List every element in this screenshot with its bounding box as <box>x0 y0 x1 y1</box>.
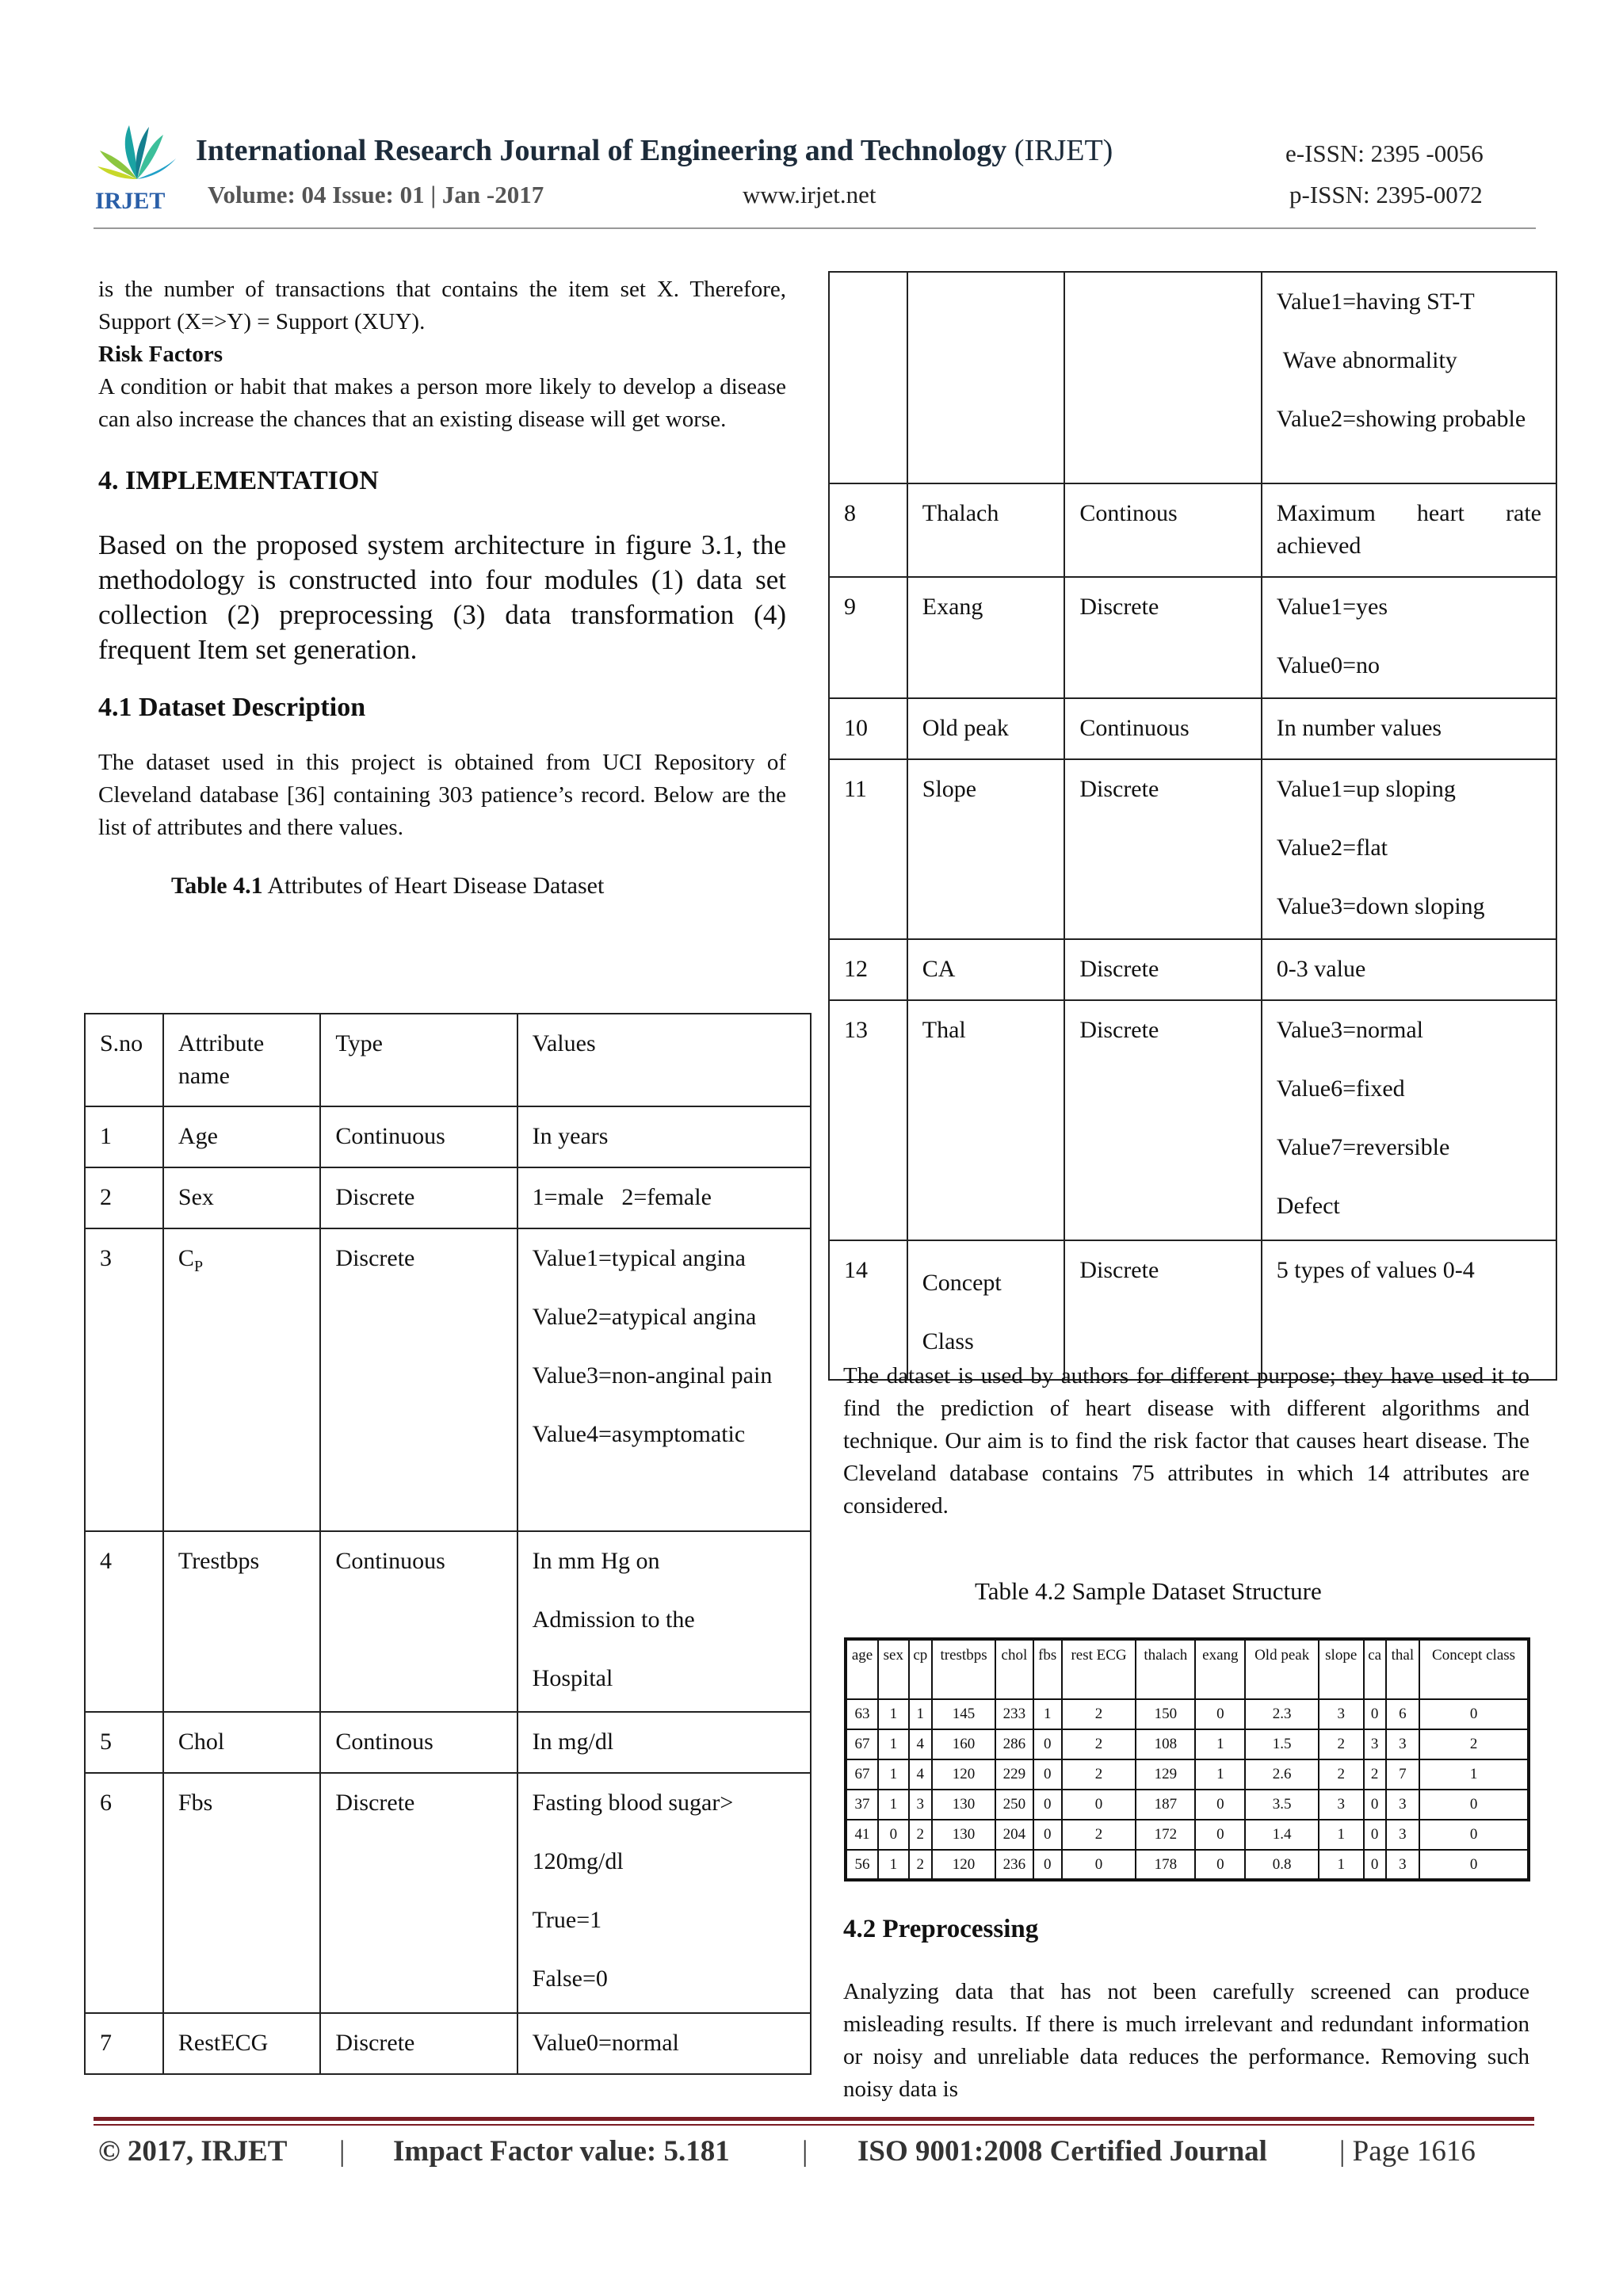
table41-caption-text: Attributes of Heart Disease Dataset <box>262 873 605 899</box>
table42-header-cell: slope <box>1319 1639 1364 1699</box>
value-line: Value1=typical angina <box>532 1245 746 1271</box>
cell-type: Continuous <box>1064 698 1261 759</box>
table-row <box>85 1773 811 2013</box>
value-line: 0-3 value <box>1276 956 1366 982</box>
cell-sno <box>829 272 907 483</box>
header-divider <box>94 227 1536 229</box>
table42-cell: 286 <box>995 1729 1033 1759</box>
table41-left <box>84 1013 812 2075</box>
table42-cell: 2 <box>1062 1729 1136 1759</box>
table42-cell: 0 <box>1033 1790 1062 1820</box>
value-line: Value1=up sloping <box>1276 776 1456 802</box>
value-line: Value7=reversible <box>1276 1134 1450 1160</box>
cell-values <box>1262 698 1556 759</box>
table-row <box>829 483 1556 577</box>
table42-cell: 233 <box>995 1699 1033 1729</box>
value-line: True=1 <box>532 1907 602 1933</box>
table42-cell: 6 <box>1386 1699 1419 1729</box>
table42-cell: 37 <box>846 1790 878 1820</box>
cell-attribute: Age <box>163 1106 321 1167</box>
table42-cell: 2 <box>1419 1729 1529 1759</box>
table42-cell: 3 <box>1386 1790 1419 1820</box>
table-row <box>85 1167 811 1228</box>
cell-type: Discrete <box>320 1228 517 1531</box>
cell-sno: 9 <box>829 577 907 698</box>
table-row <box>846 1850 1529 1880</box>
cell-attribute: Thalach <box>907 483 1065 577</box>
table42-cell: 204 <box>995 1820 1033 1850</box>
table-row <box>846 1729 1529 1759</box>
table41-caption <box>98 873 786 900</box>
table-row <box>829 1240 1556 1380</box>
table42-header-cell: chol <box>995 1639 1033 1699</box>
footer-iso: ISO 9001:2008 Certified Journal <box>857 2135 1267 2168</box>
cell-attribute: Old peak <box>907 698 1065 759</box>
cell-values <box>1262 483 1556 577</box>
journal-name: International Research Journal of Engineering and Technology <box>196 134 1007 167</box>
table42-cell: 1 <box>909 1699 932 1729</box>
value-line: Admission to the <box>532 1606 695 1633</box>
cell-type: Discrete <box>1064 1000 1261 1240</box>
table42-header-cell: rest ECG <box>1062 1639 1136 1699</box>
table42-cell: 1 <box>1033 1699 1062 1729</box>
table42-cell: 130 <box>932 1790 995 1820</box>
cell-type: Continous <box>1064 483 1261 577</box>
cell-sno: 8 <box>829 483 907 577</box>
cp-subscript: P <box>193 1258 204 1275</box>
cell-sno: 2 <box>85 1167 163 1228</box>
table42-cell: 120 <box>932 1850 995 1880</box>
table-row <box>829 577 1556 698</box>
value-line: In mg/dl <box>532 1729 614 1755</box>
cell-type: Discrete <box>1064 577 1261 698</box>
table42-cell: 0 <box>1062 1850 1136 1880</box>
table-row <box>829 759 1556 939</box>
value-line: Maximum heart rate achieved <box>1276 500 1541 559</box>
risk-factors-heading: Risk Factors <box>98 342 223 367</box>
cell-type: Continuous <box>320 1531 517 1712</box>
table42-header-cell: ca <box>1364 1639 1386 1699</box>
value-line: Value3=normal <box>1276 1017 1423 1043</box>
table42-sample-dataset <box>844 1637 1530 1881</box>
cell-attribute: Slope <box>907 759 1065 939</box>
table42-cell: 0 <box>1033 1850 1062 1880</box>
left-column <box>98 273 786 900</box>
table42-caption: Table 4.2 Sample Dataset Structure <box>975 1577 1322 1605</box>
table41-header: Type <box>320 1014 517 1106</box>
table42-cell: 0 <box>1419 1820 1529 1850</box>
table42-cell: 63 <box>846 1699 878 1729</box>
cell-attribute: RestECG <box>163 2013 321 2074</box>
table42-cell: 3 <box>909 1790 932 1820</box>
cell-attribute <box>907 1240 1065 1380</box>
table42-cell: 3.5 <box>1245 1790 1318 1820</box>
table-row <box>85 1228 811 1531</box>
cell-sno: 4 <box>85 1531 163 1712</box>
table42-cell: 178 <box>1136 1850 1195 1880</box>
value-line: 120mg/dl <box>532 1848 624 1874</box>
value-line: Value2=flat <box>1276 835 1388 861</box>
cell-values <box>517 1531 811 1712</box>
table41-header: Values <box>517 1014 811 1106</box>
table42-header-cell: sex <box>878 1639 909 1699</box>
table42-cell: 2 <box>1319 1729 1364 1759</box>
cell-values <box>1262 939 1556 1000</box>
table42-cell: 67 <box>846 1729 878 1759</box>
table42-cell: 2 <box>1062 1699 1136 1729</box>
table42-header-cell: trestbps <box>932 1639 995 1699</box>
eissn: e-ISSN: 2395 -0056 <box>1285 139 1484 167</box>
table-row <box>846 1790 1529 1820</box>
table42-cell: 150 <box>1136 1699 1195 1729</box>
table42-cell: 0 <box>1195 1790 1245 1820</box>
preprocessing-text-block <box>843 1976 1529 2106</box>
table-row <box>85 1712 811 1773</box>
table42-cell: 0 <box>1419 1699 1529 1729</box>
cell-type: Discrete <box>320 1167 517 1228</box>
table42-cell: 0 <box>1033 1729 1062 1759</box>
table42-cell: 0 <box>1195 1850 1245 1880</box>
table42-cell: 41 <box>846 1820 878 1850</box>
table42-cell: 4 <box>909 1729 932 1759</box>
cell-values <box>1262 272 1556 483</box>
table42-cell: 2.3 <box>1245 1699 1318 1729</box>
table42-cell: 120 <box>932 1759 995 1790</box>
table42-cell: 0 <box>1062 1790 1136 1820</box>
cell-type: Continuous <box>320 1106 517 1167</box>
table42-cell: 0 <box>1364 1850 1386 1880</box>
cell-values <box>1262 577 1556 698</box>
table42-cell: 3 <box>1364 1729 1386 1759</box>
table42-cell: 1 <box>878 1790 909 1820</box>
table42-cell: 7 <box>1386 1759 1419 1790</box>
value-line: Value1=having ST-T <box>1276 288 1475 315</box>
volume-issue: Volume: 04 Issue: 01 | Jan -2017 <box>208 181 544 208</box>
table42-cell: 250 <box>995 1790 1033 1820</box>
table42-cell: 1 <box>1319 1850 1364 1880</box>
implementation-text: Based on the proposed system architecture in figure 3.1, the methodology is constructed into four modules (1) data set collection (2) preprocessing (3) data transformation (4) frequent Item set generation. <box>98 529 786 665</box>
irjet-logo <box>94 117 181 212</box>
value-line: Value0=no <box>1276 652 1381 678</box>
cell-attribute: CA <box>907 939 1065 1000</box>
table42-cell: 1.5 <box>1245 1729 1318 1759</box>
table42-cell: 67 <box>846 1759 878 1790</box>
cell-attribute: Fbs <box>163 1773 321 2013</box>
table42-cell: 0 <box>1364 1820 1386 1850</box>
value-line: Value2=atypical angina <box>532 1304 757 1330</box>
right-column-text <box>843 1360 1529 1522</box>
table42-cell: 3 <box>1386 1729 1419 1759</box>
dataset-text: The dataset used in this project is obtained from UCI Repository of Cleveland database [36] containing 303 patience’s record. Below are the list of attributes and there values. <box>98 750 786 840</box>
table-row <box>829 698 1556 759</box>
value-line: In years <box>532 1123 609 1149</box>
table42-cell: 2 <box>1319 1759 1364 1790</box>
cell-values <box>517 1106 811 1167</box>
table42-cell: 2 <box>1062 1759 1136 1790</box>
cell-sno: 3 <box>85 1228 163 1531</box>
dataset-heading: 4.1 Dataset Description <box>98 693 366 722</box>
cell-type: Discrete <box>1064 939 1261 1000</box>
cell-type <box>1064 272 1261 483</box>
cell-type: Discrete <box>1064 1240 1261 1380</box>
preprocessing-heading: 4.2 Preprocessing <box>843 1915 1039 1943</box>
cell-sno: 5 <box>85 1712 163 1773</box>
table-row <box>829 272 1556 483</box>
cell-values <box>1262 1000 1556 1240</box>
table42-body <box>846 1699 1529 1880</box>
table42-cell: 145 <box>932 1699 995 1729</box>
table42-cell: 0 <box>1419 1790 1529 1820</box>
cell-sno: 12 <box>829 939 907 1000</box>
table42-cell: 187 <box>1136 1790 1195 1820</box>
table42-cell: 1 <box>878 1699 909 1729</box>
cell-attribute: Sex <box>163 1167 321 1228</box>
table42-cell: 4 <box>909 1759 932 1790</box>
table42-cell: 1 <box>878 1850 909 1880</box>
table42-header-cell: fbs <box>1033 1639 1062 1699</box>
value-line: Value0=normal <box>532 2030 679 2056</box>
table42-header-cell: thalach <box>1136 1639 1195 1699</box>
table42-cell: 1 <box>878 1759 909 1790</box>
risk-factors-text: A condition or habit that makes a person more likely to develop a disease can also increase the chances that an existing disease will get worse. <box>98 374 786 432</box>
cell-type: Discrete <box>320 2013 517 2074</box>
table42-cell: 1 <box>1419 1759 1529 1790</box>
cell-sno: 1 <box>85 1106 163 1167</box>
table42-cell: 1.4 <box>1245 1820 1318 1850</box>
table42-cell: 0 <box>878 1820 909 1850</box>
table42-header-row <box>846 1639 1529 1699</box>
table42-cell: 172 <box>1136 1820 1195 1850</box>
footer-separator: | <box>339 2135 346 2168</box>
table-row <box>829 1000 1556 1240</box>
table42-cell: 0 <box>1364 1790 1386 1820</box>
table42-cell: 1 <box>1195 1759 1245 1790</box>
table42-cell: 2.6 <box>1245 1759 1318 1790</box>
cell-attribute <box>163 1228 321 1531</box>
table-row <box>846 1820 1529 1850</box>
value-line: False=0 <box>532 1966 608 1992</box>
cell-values <box>1262 759 1556 939</box>
preprocessing-text: Analyzing data that has not been carefully screened can produce misleading results. If there is much irrelevant and redundant information or noisy and unreliable data reduces the performance. Removing such noisy data is <box>843 1979 1529 2102</box>
pissn: p-ISSN: 2395-0072 <box>1289 181 1483 208</box>
table42-cell: 2 <box>909 1850 932 1880</box>
footer-separator: | <box>802 2135 808 2168</box>
table42-cell: 2 <box>1062 1820 1136 1850</box>
table42-cell: 0 <box>1419 1850 1529 1880</box>
cell-values <box>517 2013 811 2074</box>
value-line: Concept Class <box>922 1270 1002 1354</box>
table-row <box>846 1699 1529 1729</box>
value-line: Value1=yes <box>1276 594 1388 620</box>
table42-header-cell: Concept class <box>1419 1639 1529 1699</box>
footer-impact-factor: Impact Factor value: 5.181 <box>393 2135 730 2168</box>
table42-cell: 56 <box>846 1850 878 1880</box>
cell-sno: 7 <box>85 2013 163 2074</box>
website-link[interactable]: www.irjet.net <box>743 181 876 208</box>
journal-abbr: (IRJET) <box>1014 134 1113 167</box>
cell-attribute: Exang <box>907 577 1065 698</box>
table42-cell: 1 <box>878 1729 909 1759</box>
table41-header: Attribute name <box>163 1014 321 1106</box>
table42-cell: 3 <box>1386 1820 1419 1850</box>
footer-rule-thick <box>94 2117 1534 2121</box>
value-line: 1=male 2=female <box>532 1184 712 1210</box>
cp-attribute: $C_P$ <box>178 1245 204 1275</box>
cell-values <box>517 1167 811 1228</box>
cell-attribute: Thal <box>907 1000 1065 1240</box>
value-line: Fasting blood sugar> <box>532 1790 734 1816</box>
table42-cell: 129 <box>1136 1759 1195 1790</box>
cell-sno: 6 <box>85 1773 163 2013</box>
journal-title <box>196 133 1113 168</box>
footer-copyright: © 2017, IRJET <box>98 2135 288 2168</box>
cell-values <box>517 1228 811 1531</box>
table-row <box>846 1759 1529 1790</box>
table-row <box>85 1531 811 1712</box>
cell-attribute: Chol <box>163 1712 321 1773</box>
value-line: In mm Hg on <box>532 1548 660 1574</box>
footer-page-number: | Page 1616 <box>1339 2135 1476 2168</box>
value-line: Defect <box>1276 1193 1340 1219</box>
value-line: Wave abnormality <box>1282 347 1457 373</box>
table42-cell: 108 <box>1136 1729 1195 1759</box>
cell-values <box>517 1712 811 1773</box>
intro-paragraph: is the number of transactions that contains the item set X. Therefore, Support (X=>Y) = Support (XUY). <box>98 277 786 334</box>
cell-sno: 11 <box>829 759 907 939</box>
table42-cell: 160 <box>932 1729 995 1759</box>
table42-header-cell: thal <box>1386 1639 1419 1699</box>
table42-cell: 0 <box>1033 1759 1062 1790</box>
table41-header: S.no <box>85 1014 163 1106</box>
table42-cell: 1 <box>1195 1729 1245 1759</box>
table41-caption-label: Table 4.1 <box>171 873 263 899</box>
table42-cell: 3 <box>1386 1850 1419 1880</box>
table42-cell: 3 <box>1319 1699 1364 1729</box>
table42-cell: 0 <box>1033 1820 1062 1850</box>
table-row <box>85 1106 811 1167</box>
value-line: Hospital <box>532 1665 613 1691</box>
table42-cell: 2 <box>1364 1759 1386 1790</box>
table42-cell: 130 <box>932 1820 995 1850</box>
cell-sno: 10 <box>829 698 907 759</box>
value-line: Value6=fixed <box>1276 1075 1405 1102</box>
logo-text: IRJET <box>95 188 166 212</box>
value-line: Value2=showing probable <box>1276 406 1526 432</box>
value-line: Value3=down sloping <box>1276 893 1485 919</box>
cell-sno: 13 <box>829 1000 907 1240</box>
cell-type: Discrete <box>1064 759 1261 939</box>
table42-header-cell: exang <box>1195 1639 1245 1699</box>
table42-header-cell: age <box>846 1639 878 1699</box>
value-line: Value4=asymptomatic <box>532 1421 746 1447</box>
table42-header-cell: Old peak <box>1245 1639 1318 1699</box>
table42-cell: 0 <box>1195 1699 1245 1729</box>
table42-cell: 0 <box>1195 1820 1245 1850</box>
dataset-usage-text: The dataset is used by authors for different purpose; they have used it to find the prediction of heart disease with different algorithms and technique. Our aim is to find the risk factor that causes heart disease. The Cleveland database contains 75 attributes in which 14 attributes are considered. <box>843 1363 1529 1519</box>
cell-values <box>1262 1240 1556 1380</box>
table42-cell: 0 <box>1364 1699 1386 1729</box>
cell-attribute: Trestbps <box>163 1531 321 1712</box>
table42-cell: 0.8 <box>1245 1850 1318 1880</box>
table42-cell: 229 <box>995 1759 1033 1790</box>
table42-cell: 2 <box>909 1820 932 1850</box>
table42-cell: 1 <box>1319 1820 1364 1850</box>
table42-cell: 236 <box>995 1850 1033 1880</box>
table41-header-row <box>85 1014 811 1106</box>
value-line: Value3=non-anginal pain <box>532 1362 773 1389</box>
value-line: 5 types of values 0-4 <box>1276 1257 1475 1283</box>
table-row <box>829 939 1556 1000</box>
footer-rule-thin <box>94 2124 1534 2126</box>
cell-sno: 14 <box>829 1240 907 1380</box>
table-row <box>85 2013 811 2074</box>
cell-attribute <box>907 272 1065 483</box>
implementation-heading: 4. IMPLEMENTATION <box>98 466 379 495</box>
table42-header-cell: cp <box>909 1639 932 1699</box>
table41-right <box>828 271 1557 1381</box>
cell-type: Discrete <box>320 1773 517 2013</box>
logo-leaves-icon <box>97 125 176 179</box>
table42-cell: 3 <box>1319 1790 1364 1820</box>
cell-values <box>517 1773 811 2013</box>
cell-type: Continous <box>320 1712 517 1773</box>
value-line: In number values <box>1276 715 1442 741</box>
